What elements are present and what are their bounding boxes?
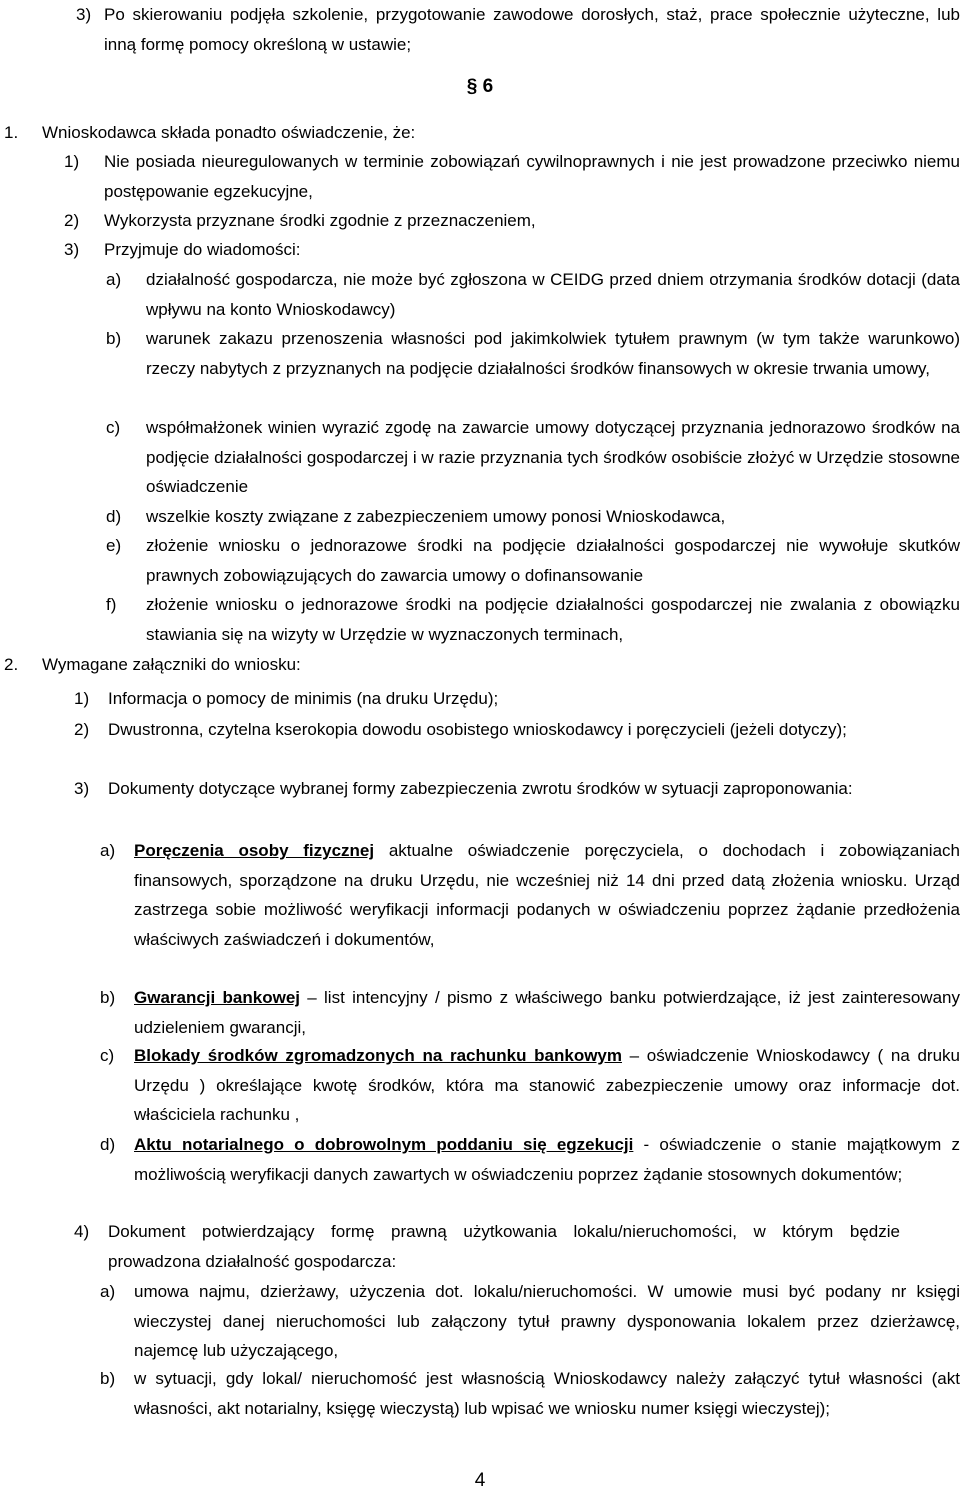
item-text: – oświadczenie Wnioskodawcy ( na druku Urzędu ) określające kwotę środków, która ma stanowić zabezpieczenie umowy oraz informacje dot. właściciela rachunku , bbox=[134, 1046, 960, 1124]
item-text: złożenie wniosku o jednorazowe środki na podjęcie działalności gospodarczej nie zwalania z obowiązku stawiania się na wizyty w Urzędzie w wyznaczonych terminach, bbox=[146, 595, 960, 644]
item-label: 1) bbox=[64, 152, 80, 171]
section-label: 2. bbox=[4, 655, 19, 674]
item-label: 2) bbox=[74, 720, 90, 739]
sub-item bbox=[106, 590, 960, 649]
list-item bbox=[64, 235, 960, 265]
list-item bbox=[74, 684, 960, 714]
section-text: Wymagane załączniki do wniosku: bbox=[42, 655, 301, 674]
security-form-item bbox=[100, 983, 960, 1042]
item-label: b) bbox=[106, 329, 122, 348]
page-number: 4 bbox=[474, 1470, 486, 1491]
item-label: d) bbox=[106, 507, 122, 526]
item-label: a) bbox=[100, 841, 116, 860]
item-label: c) bbox=[100, 1046, 115, 1065]
section-label: 1. bbox=[4, 123, 19, 142]
item-text: w sytuacji, gdy lokal/ nieruchomość jest własnością Wnioskodawcy należy załączyć tytuł własności (akt własności, akt notarialny, księgę wieczystą) lub wpisać we wniosku numer księgi wieczystej); bbox=[134, 1369, 960, 1418]
list-item bbox=[74, 715, 960, 745]
item-text: Przyjmuje do wiadomości: bbox=[104, 240, 301, 259]
list-item bbox=[74, 774, 870, 804]
security-form-item bbox=[100, 1130, 960, 1189]
item-label: 4) bbox=[74, 1222, 90, 1241]
item-text: aktualne oświadczenie poręczyciela, o dochodach i zobowiązaniach finansowych, sporządzone na druku Urzędu, nie wcześniej niż 14 dni przed datą złożenia wniosku. Urząd zastrzega sobie możliwość weryfikacji informacji podanych w oświadczeniu poprzez żądanie przedłożenia właściwych zaświadczeń i dokumentów, bbox=[134, 841, 960, 949]
sub-item bbox=[106, 531, 960, 590]
item-text: wszelkie koszty związane z zabezpieczeniem umowy ponosi Wnioskodawca, bbox=[146, 507, 726, 526]
form-name: Aktu notarialnego o dobrowolnym poddaniu się egzekucji bbox=[134, 1135, 634, 1154]
item-text: Po skierowaniu podjęła szkolenie, przygotowanie zawodowe dorosłych, staż, prace społecznie użyteczne, lub inną formę pomocy określoną w ustawie; bbox=[104, 5, 960, 54]
item-text: Dwustronna, czytelna kserokopia dowodu osobistego wnioskodawcy i poręczycieli (jeżeli dotyczy); bbox=[108, 720, 847, 739]
sub-item bbox=[106, 324, 960, 383]
item-text: współmałżonek winien wyrazić zgodę na zawarcie umowy dotyczącej przyznania jednorazowo środków na podjęcie działalności gospodarczej i w razie przyznania tych środków osobiście złożyć w Urzędzie stosowne oświadczenie bbox=[146, 418, 960, 496]
item-label: d) bbox=[100, 1135, 116, 1154]
item-text: Nie posiada nieuregulowanych w terminie zobowiązań cywilnoprawnych i nie jest prowadzone przeciwko niemu postępowanie egzekucyjne, bbox=[104, 152, 960, 201]
item-label: 3) bbox=[76, 5, 92, 24]
item-text: warunek zakazu przenoszenia własności pod jakimkolwiek tytułem prawnym (w tym także warunkowo) rzeczy nabytych z przyznanych na podjęcie działalności środków finansowych w okresie trwania umowy, bbox=[146, 329, 960, 378]
item-label: a) bbox=[100, 1282, 116, 1301]
item-text: Informacja o pomocy de minimis (na druku Urzędu); bbox=[108, 689, 499, 708]
item-text: Dokument potwierdzający formę prawną użytkowania lokalu/nieruchomości, w którym będzie prowadzona działalność gospodarcza: bbox=[108, 1222, 900, 1271]
item-text: złożenie wniosku o jednorazowe środki na podjęcie działalności gospodarczej nie wywołuje skutków prawnych zobowiązujących do zawarcia umowy o dofinansowanie bbox=[146, 536, 960, 585]
item-text: Dokumenty dotyczące wybranej formy zabezpieczenia zwrotu środków w sytuacji zaproponowania: bbox=[108, 779, 853, 798]
item-text: - oświadczenie o stanie majątkowym z możliwością weryfikacji danych zawartych w oświadczeniu poprzez żądanie stosownych dokumentów; bbox=[134, 1135, 960, 1184]
list-item bbox=[64, 147, 960, 206]
form-name: Poręczenia osoby fizycznej bbox=[134, 841, 375, 860]
section-1-intro bbox=[4, 118, 960, 148]
item-label: 3) bbox=[64, 240, 80, 259]
item-label: 3) bbox=[74, 779, 90, 798]
sub-item bbox=[106, 502, 960, 532]
item-text: działalność gospodarcza, nie może być zgłoszona w CEIDG przed dniem otrzymania środków dotacji (data wpływu na konto Wnioskodawcy) bbox=[146, 270, 960, 319]
form-name: Blokady środków zgromadzonych na rachunku bankowym bbox=[134, 1046, 622, 1065]
item-label: b) bbox=[100, 988, 116, 1007]
list-item bbox=[76, 0, 960, 59]
item-text: – list intencyjny / pismo z właściwego banku potwierdzające, iż jest zainteresowany udzieleniem gwarancji, bbox=[134, 988, 960, 1037]
section-heading: § 6 bbox=[466, 76, 494, 97]
security-form-item bbox=[100, 1041, 960, 1130]
item-label: 1) bbox=[74, 689, 90, 708]
item-label: f) bbox=[106, 595, 117, 614]
security-form-item bbox=[100, 836, 960, 954]
premises-item bbox=[100, 1364, 960, 1423]
section-text: Wnioskodawca składa ponadto oświadczenie, że: bbox=[42, 123, 416, 142]
sub-item bbox=[106, 265, 960, 324]
item-label: c) bbox=[106, 418, 121, 437]
item-label: a) bbox=[106, 270, 122, 289]
item-label: 2) bbox=[64, 211, 80, 230]
item-text: Wykorzysta przyznane środki zgodnie z przeznaczeniem, bbox=[104, 211, 536, 230]
list-item bbox=[74, 1217, 900, 1276]
sub-item bbox=[106, 413, 960, 502]
premises-item bbox=[100, 1277, 960, 1366]
item-label: b) bbox=[100, 1369, 116, 1388]
list-item bbox=[64, 206, 960, 236]
item-text: umowa najmu, dzierżawy, użyczenia dot. lokalu/nieruchomości. W umowie musi być podany nr księgi wieczystej danej nieruchomości lub załączony tytuł prawny dysponowania lokalem przez dzierżawcę, najemcę lub użyczającego, bbox=[134, 1282, 960, 1360]
item-label: e) bbox=[106, 536, 122, 555]
section-2-intro bbox=[4, 650, 960, 680]
form-name: Gwarancji bankowej bbox=[134, 988, 301, 1007]
